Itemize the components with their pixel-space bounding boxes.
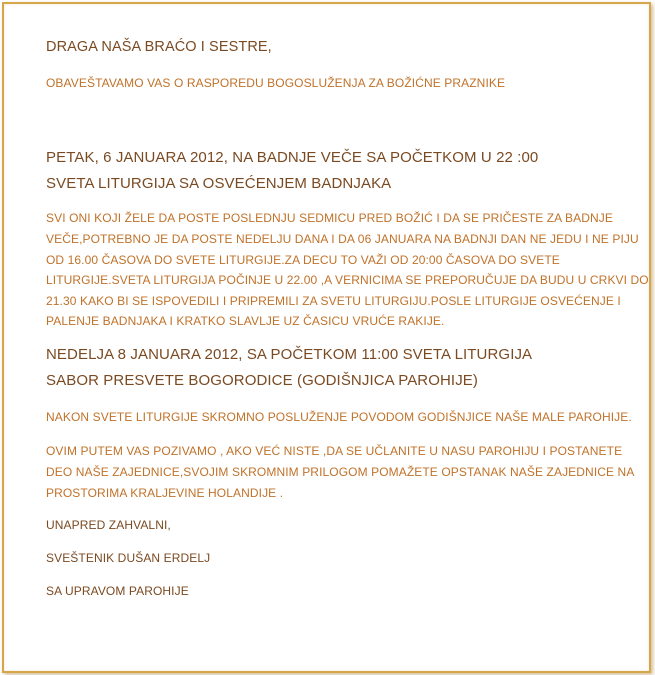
section1-heading-line2: SVETA LITURGIJA SA OSVEĆENJEM BADNJAKA (46, 175, 392, 192)
closing-text: UNAPRED ZAHVALNI, (46, 518, 171, 532)
intro-text: OBAVEŠTAVAMO VAS O RASPOREDU BOGOSLUŽENJA ZA BOŽIĆNE PRAZNIKE (46, 76, 506, 90)
section1-body-line: LITURGIJE.SVETA LITURGIJA POČINJE U 22.00 ,A VERNICIMA SE PREPORUČUJE DA BUDU U CRKVI DO (46, 273, 649, 287)
section2-heading-line1: NEDELJA 8 JANUARA 2012, SA POČETKOM 11:00 SVETA LITURGIJA (46, 346, 533, 363)
section1-body-line: OD 16.00 ČASOVA DO SVETE LITURGIJE.ZA DECU TO VAŽI OD 20:00 ČASOVA DO SVETE (46, 253, 560, 267)
section1-body-line: SVI ONI KOJI ŽELE DA POSTE POSLEDNJU SEDMICU PRED BOŽIĆ I DA SE PRIČESTE ZA BADNJE (46, 211, 613, 225)
invitation-line: DEO NAŠE ZAJEDNICE,SVOJIM SKROMNIM PRILOGOM POMAŽETE OPSTANAK NAŠE ZAJEDNICE NA (46, 465, 635, 479)
document-frame (2, 2, 651, 673)
section2-body: NAKON SVETE LITURGIJE SKROMNO POSLUŽENJE POVODOM GODIŠNJICE NAŠE MALE PAROHIJE. (46, 410, 632, 424)
invitation-line: OVIM PUTEM VAS POZIVAMO , AKO VEĆ NISTE ,DA SE UČLANITE U NASU PAROHIJU I POSTANETE (46, 444, 623, 458)
section2-heading-line2: SABOR PRESVETE BOGORODICE (GODIŠNJICA PAROHIJE) (46, 372, 478, 389)
greeting: DRAGA NAŠA BRAĆO I SESTRE, (46, 39, 272, 55)
signature-name: SVEŠTENIK DUŠAN ERDELJ (46, 551, 211, 565)
section1-heading-line1: PETAK, 6 JANUARA 2012, NA BADNJE VEČE SA POČETKOM U 22 :00 (46, 149, 539, 166)
section1-body-line: 21.30 KAKO BI SE ISPOVEDILI I PRIPREMILI ZA SVETU LITURGIJU.POSLE LITURGIJE OSVEĆENJE I (46, 294, 621, 308)
section1-body-line: VEČE,POTREBNO JE DA POSTE NEDELJU DANA I DA 06 JANUARA NA BADNJI DAN NE JEDU I NE PIJU (46, 232, 639, 246)
signature-parish-board: SA UPRAVOM PAROHIJE (46, 584, 189, 598)
invitation-line: PROSTORIMA KRALJEVINE HOLANDIJE . (46, 486, 284, 500)
section1-body-line: PALENJE BADNJAKA I KRATKO SLAVLJE UZ ČASICU VRUĆE RAKIJE. (46, 314, 445, 328)
